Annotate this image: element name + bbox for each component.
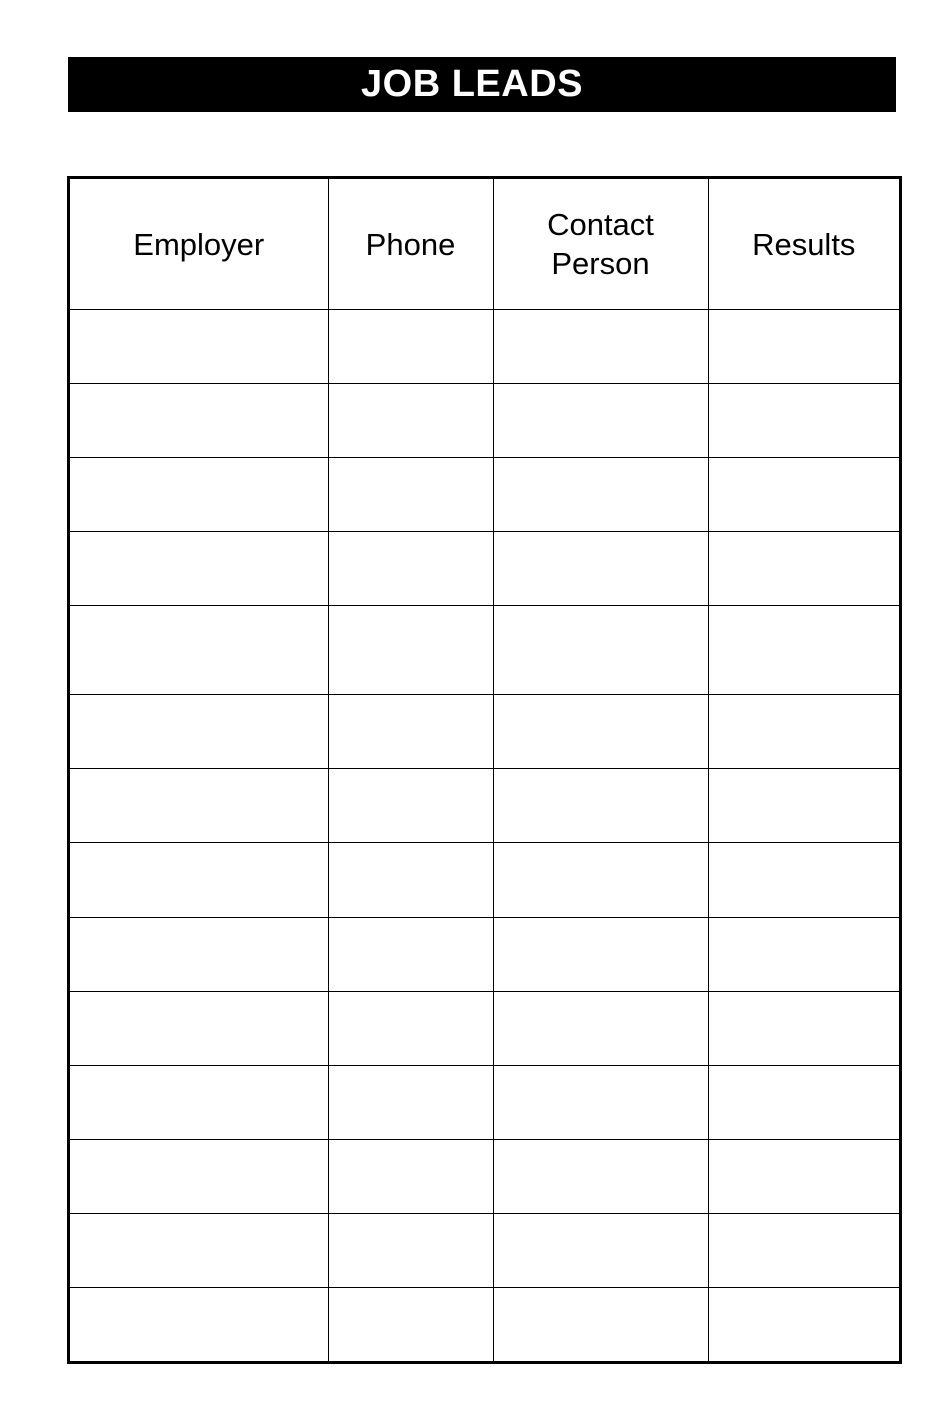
cell-phone (328, 695, 493, 769)
results-header-label: Results (752, 226, 856, 262)
header-row (70, 179, 899, 310)
cell-employer (70, 1139, 328, 1213)
cell-contact-person (493, 532, 708, 606)
cell-contact-person (493, 1139, 708, 1213)
cell-results (708, 991, 899, 1065)
cell-contact-person (493, 917, 708, 991)
cell-contact-person (493, 1065, 708, 1139)
cell-phone (328, 843, 493, 917)
table-row (70, 1213, 899, 1287)
cell-contact-person (493, 310, 708, 384)
cell-phone (328, 1139, 493, 1213)
title-banner (68, 57, 896, 112)
cell-results (708, 606, 899, 695)
cell-phone (328, 1065, 493, 1139)
cell-employer (70, 458, 328, 532)
cell-employer (70, 843, 328, 917)
job-leads-table (70, 179, 899, 1361)
employer-header-label: Employer (133, 226, 265, 262)
cell-employer (70, 606, 328, 695)
cell-results (708, 1065, 899, 1139)
cell-phone (328, 384, 493, 458)
column-header-contact-person (493, 179, 708, 310)
cell-employer (70, 1287, 328, 1361)
cell-contact-person (493, 695, 708, 769)
cell-phone (328, 917, 493, 991)
page-title: JOB LEADS (361, 63, 583, 105)
cell-contact-person (493, 458, 708, 532)
cell-employer (70, 991, 328, 1065)
cell-employer (70, 384, 328, 458)
cell-results (708, 1213, 899, 1287)
cell-contact-person (493, 1287, 708, 1361)
cell-phone (328, 769, 493, 843)
table-row (70, 532, 899, 606)
cell-contact-person (493, 1213, 708, 1287)
cell-results (708, 1287, 899, 1361)
cell-contact-person (493, 606, 708, 695)
cell-results (708, 532, 899, 606)
table-row (70, 1139, 899, 1213)
phone-header-label: Phone (365, 226, 456, 262)
cell-contact-person (493, 769, 708, 843)
table-row (70, 1287, 899, 1361)
cell-employer (70, 1065, 328, 1139)
cell-employer (70, 1213, 328, 1287)
column-header-employer (70, 179, 328, 310)
table-row (70, 310, 899, 384)
table-row (70, 769, 899, 843)
cell-results (708, 695, 899, 769)
cell-contact-person (493, 843, 708, 917)
column-header-phone (328, 179, 493, 310)
cell-phone (328, 1213, 493, 1287)
cell-phone (328, 458, 493, 532)
cell-phone (328, 1287, 493, 1361)
table-row (70, 991, 899, 1065)
cell-phone (328, 310, 493, 384)
cell-employer (70, 532, 328, 606)
cell-employer (70, 310, 328, 384)
table-row (70, 606, 899, 695)
contact-person-header-label: Contact Person (547, 207, 654, 281)
cell-employer (70, 695, 328, 769)
table-row (70, 384, 899, 458)
column-header-results (708, 179, 899, 310)
cell-results (708, 769, 899, 843)
cell-employer (70, 917, 328, 991)
table-row (70, 1065, 899, 1139)
cell-results (708, 843, 899, 917)
cell-contact-person (493, 991, 708, 1065)
cell-employer (70, 769, 328, 843)
table-row (70, 695, 899, 769)
cell-results (708, 384, 899, 458)
table-row (70, 843, 899, 917)
cell-results (708, 458, 899, 532)
cell-phone (328, 991, 493, 1065)
cell-results (708, 310, 899, 384)
cell-phone (328, 532, 493, 606)
cell-results (708, 917, 899, 991)
job-leads-table-frame (67, 176, 902, 1364)
table-row (70, 458, 899, 532)
cell-results (708, 1139, 899, 1213)
cell-contact-person (493, 384, 708, 458)
cell-phone (328, 606, 493, 695)
table-row (70, 917, 899, 991)
